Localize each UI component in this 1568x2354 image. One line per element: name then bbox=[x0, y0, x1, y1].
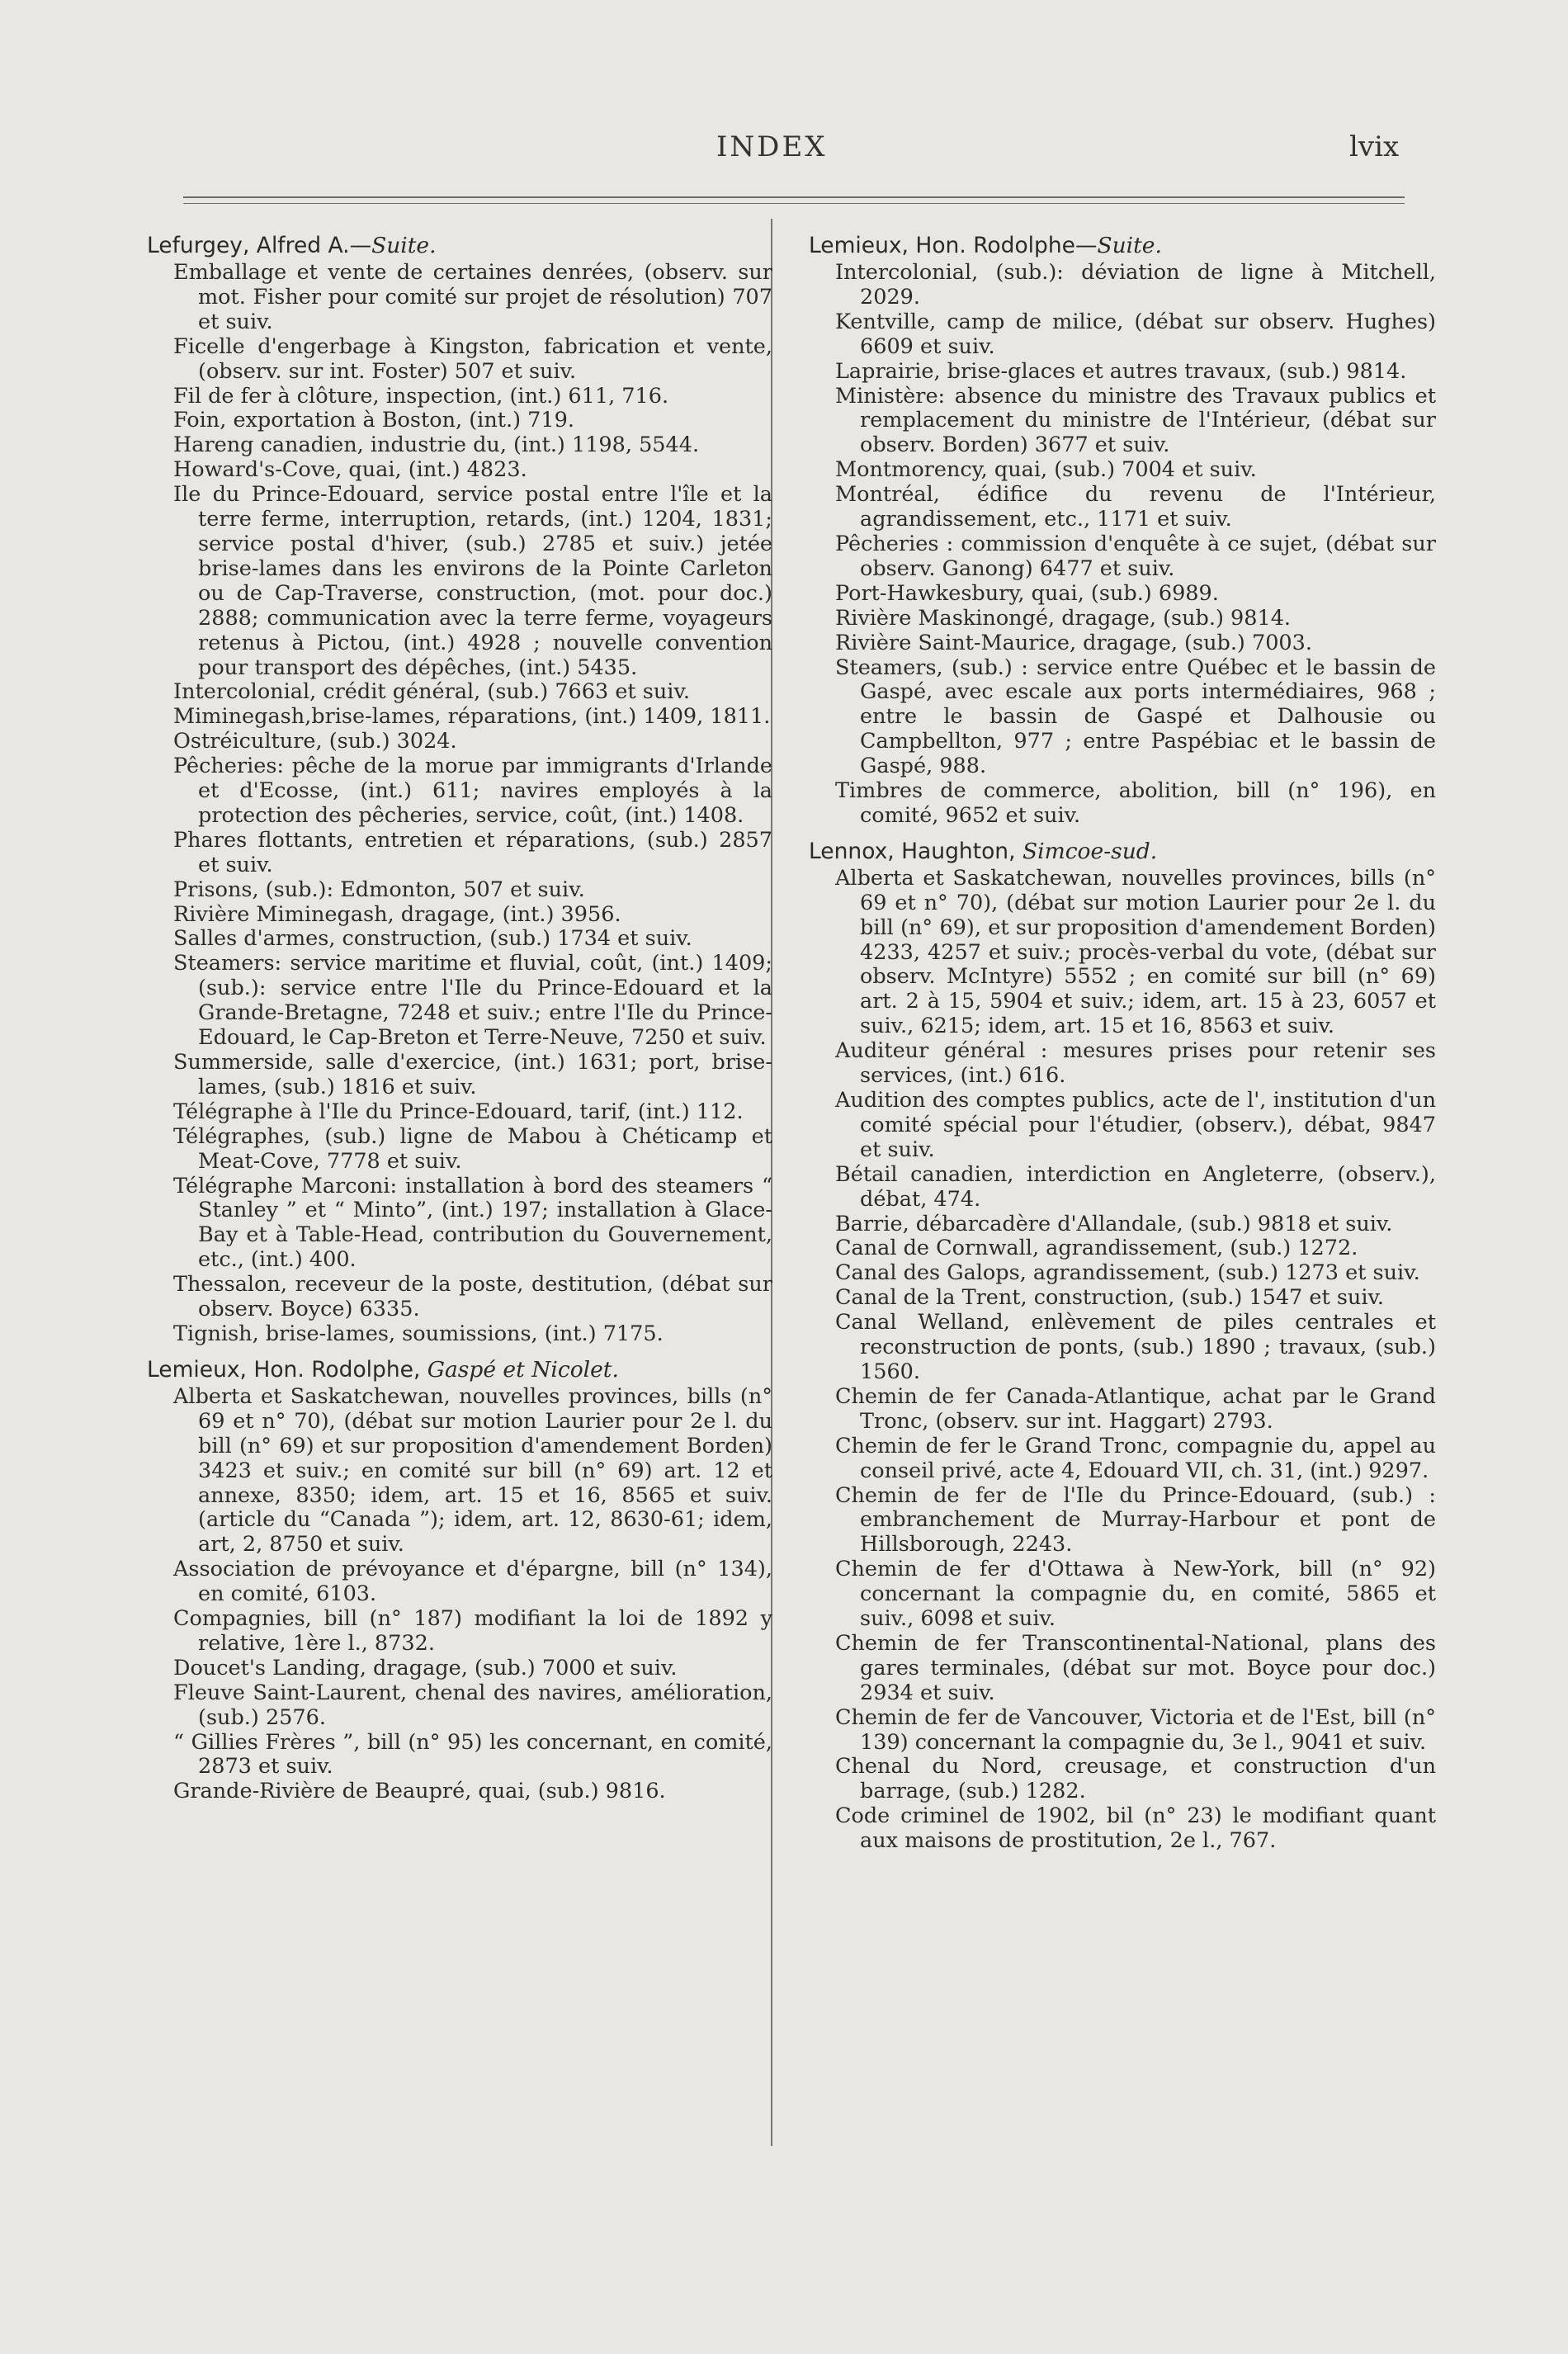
index-subentry: Canal Welland, enlèvement de piles centrales et reconstruction de ponts, (sub.) 1890 ; travaux, (sub.) 1560. bbox=[835, 1310, 1436, 1384]
index-subentry: Association de prévoyance et d'épargne, bill (n° 134), en comité, 6103. bbox=[173, 1557, 772, 1607]
index-subentry: Doucet's Landing, dragage, (sub.) 7000 et suiv. bbox=[173, 1655, 678, 1680]
index-subentry: Timbres de commerce, abolition, bill (n° 196), en comité, 9652 et suiv. bbox=[835, 778, 1436, 828]
index-subentry: Chenal du Nord, creusage, et construction d'un barrage, (sub.) 1282. bbox=[835, 1754, 1436, 1804]
index-subentry: Alberta et Saskatchewan, nouvelles provinces, bills (n° 69 et n° 70), (débat sur motion Laurier pour 2e l. du bill (n° 69), et sur proposition d'amendement Borden) 4233, 4257 et suiv.; procès-verbal du vote, (débat sur observ. McIntyre) 5552 ; en comité sur bill (n° 69) art. 2 à 15, 5904 et suiv.; idem, art. 15 à 23, 6057 et suiv., 6215; idem, art. 15 et 16, 8563 et suiv. bbox=[835, 865, 1436, 1039]
index-subentry: Fil de fer à clôture, inspection, (int.) 611, 716. bbox=[173, 383, 669, 409]
index-subentry: Ile du Prince-Edouard, service postal entre l'île et la terre ferme, interruption, retards, (int.) 1204, 1831; service postal d'hiver, (sub.) 2785 et suiv.) jetée brise-lames dans les environs de la Pointe Carleton ou de Cap-Traverse, construction, (mot. pour doc.) 2888; communication avec la terre ferme, voyageurs retenus à Pictou, (int.) 4928 ; nouvelle convention pour transport des dépêches, (int.) 5435. bbox=[173, 482, 772, 680]
right-column bbox=[809, 233, 1436, 1854]
entry-name: Lefurgey, Alfred A.— bbox=[147, 233, 372, 258]
page-title: INDEX bbox=[716, 130, 828, 163]
left-column bbox=[147, 233, 772, 1804]
index-entry-heading bbox=[147, 1357, 772, 1383]
entry-riding: Gaspé et Nicolet. bbox=[427, 1356, 619, 1383]
index-subentry: Bétail canadien, interdiction en Angleterre, (observ.), débat, 474. bbox=[835, 1161, 1436, 1212]
entry-riding: Suite. bbox=[1097, 233, 1162, 258]
index-subentry: Audition des comptes publics, acte de l', institution d'un comité spécial pour l'étudier, (observ.), débat, 9847 et suiv. bbox=[835, 1088, 1436, 1162]
index-subentry: Miminegash,brise-lames, réparations, (int.) 1409, 1811. bbox=[173, 704, 771, 730]
index-subentry: Laprairie, brise-glaces et autres travaux, (sub.) 9814. bbox=[835, 358, 1407, 384]
index-subentry: Tignish, brise-lames, soumissions, (int.) 7175. bbox=[173, 1321, 664, 1346]
index-subentry: Kentville, camp de milice, (débat sur observ. Hughes) 6609 et suiv. bbox=[835, 309, 1436, 359]
index-subentry: Chemin de fer le Grand Tronc, compagnie du, appel au conseil privé, acte 4, Edouard VII, ch. 31, (int.) 9297. bbox=[835, 1433, 1436, 1483]
index-subentry: Télégraphes, (sub.) ligne de Mabou à Chéticamp et Meat-Cove, 7778 et suiv. bbox=[173, 1123, 772, 1174]
index-subentry: Canal de Cornwall, agrandissement, (sub.) 1272. bbox=[835, 1236, 1358, 1261]
page-number: lvix bbox=[1349, 130, 1400, 163]
index-subentry: Chemin de fer Transcontinental-National, plans des gares terminales, (débat sur mot. Boyce pour doc.) 2934 et suiv. bbox=[835, 1630, 1436, 1705]
index-subentry: Hareng canadien, industrie du, (int.) 1198, 5544. bbox=[173, 433, 700, 458]
index-entry-heading bbox=[809, 233, 1436, 259]
index-subentry: Pêcheries : commission d'enquête à ce sujet, (débat sur observ. Ganong) 6477 et suiv. bbox=[835, 531, 1436, 581]
index-subentry: Phares flottants, entretien et réparations, (sub.) 2857 et suiv. bbox=[173, 827, 772, 877]
index-subentry: Steamers, (sub.) : service entre Québec et le bassin de Gaspé, avec escale aux ports intermédiaires, 968 ; entre le bassin de Gaspé et Dalhousie ou Campbellton, 977 ; entre Paspébiac et le bassin de Gaspé, 988. bbox=[835, 655, 1436, 779]
index-entry-heading bbox=[147, 233, 772, 259]
index-subentry: Barrie, débarcadère d'Allandale, (sub.) 9818 et suiv. bbox=[835, 1211, 1393, 1236]
index-subentry: Thessalon, receveur de la poste, destitution, (débat sur observ. Boyce) 6335. bbox=[173, 1272, 772, 1322]
index-subentry: Steamers: service maritime et fluvial, coût, (int.) 1409; (sub.): service entre l'Ile du Prince-Edouard et la Grande-Bretagne, 7248 et suiv.; entre l'Ile du Prince-Edouard, le Cap-Breton et Terre-Neuve, 7250 et suiv. bbox=[173, 951, 772, 1051]
index-subentry: Intercolonial, crédit général, (sub.) 7663 et suiv. bbox=[173, 679, 690, 705]
header-rule-thin bbox=[183, 203, 1405, 204]
index-subentry: Chemin de fer Canada-Atlantique, achat par le Grand Tronc, (observ. sur int. Haggart) 2793. bbox=[835, 1383, 1436, 1434]
index-subentry: Alberta et Saskatchewan, nouvelles provinces, bills (n° 69 et n° 70), (débat sur motion Laurier pour 2e l. du bill (n° 69) et sur proposition d'amendement Borden) 3423 et suiv.; en comité sur bill (n° 69) art. 12 et annexe, 8350; idem, art. 15 et 16, 8565 et suiv. (article du “Canada ”); idem, art. 12, 8630-61; idem, art, 2, 8750 et suiv. bbox=[173, 1383, 772, 1558]
index-subentry: “ Gillies Frères ”, bill (n° 95) les concernant, en comité, 2873 et suiv. bbox=[173, 1729, 772, 1780]
index-subentry: Ficelle d'engerbage à Kingston, fabrication et vente, (observ. sur int. Foster) 507 et suiv. bbox=[173, 333, 772, 384]
index-subentry: Fleuve Saint-Laurent, chenal des navires, amélioration, (sub.) 2576. bbox=[173, 1680, 772, 1730]
entry-name: Lennox, Haughton, bbox=[809, 838, 1023, 864]
index-subentry: Télégraphe à l'Ile du Prince-Edouard, tarif, (int.) 112. bbox=[173, 1099, 744, 1124]
index-subentry: Compagnies, bill (n° 187) modifiant la loi de 1892 y relative, 1ère l., 8732. bbox=[173, 1606, 772, 1656]
index-subentry: Salles d'armes, construction, (sub.) 1734 et suiv. bbox=[173, 926, 692, 952]
index-subentry: Port-Hawkesbury, quai, (sub.) 6989. bbox=[835, 580, 1219, 606]
index-subentry: Ostréiculture, (sub.) 3024. bbox=[173, 729, 457, 754]
index-subentry: Foin, exportation à Boston, (int.) 719. bbox=[173, 408, 574, 433]
index-subentry: Prisons, (sub.): Edmonton, 507 et suiv. bbox=[173, 877, 585, 902]
index-subentry: Grande-Rivière de Beaupré, quai, (sub.) 9816. bbox=[173, 1779, 666, 1804]
index-subentry: Ministère: absence du ministre des Travaux publics et remplacement du ministre de l'Intérieur, (débat sur observ. Borden) 3677 et suiv. bbox=[835, 383, 1436, 458]
index-subentry: Montréal, édifice du revenu de l'Intérieur, agrandissement, etc., 1171 et suiv. bbox=[835, 482, 1436, 532]
index-subentry: Pêcheries: pêche de la morue par immigrants d'Irlande et d'Ecosse, (int.) 611; navires employés à la protection des pêcheries, service, coût, (int.) 1408. bbox=[173, 754, 772, 828]
index-subentry: Rivière Miminegash, dragage, (int.) 3956. bbox=[173, 901, 621, 927]
index-subentry: Code criminel de 1902, bil (n° 23) le modifiant quant aux maisons de prostitution, 2e l., 767. bbox=[835, 1803, 1436, 1854]
index-subentry: Auditeur général : mesures prises pour retenir ses services, (int.) 616. bbox=[835, 1038, 1436, 1089]
index-subentry: Canal des Galops, agrandissement, (sub.) 1273 et suiv. bbox=[835, 1260, 1420, 1286]
index-subentry: Télégraphe Marconi: installation à bord des steamers “ Stanley ” et “ Minto”, (int.) 197; installation à Glace-Bay et à Table-Head, contribution du Gouvernement, etc., (int.) 400. bbox=[173, 1173, 772, 1273]
index-subentry: Howard's-Cove, quai, (int.) 4823. bbox=[173, 457, 527, 483]
header-rule bbox=[183, 196, 1405, 198]
index-subentry: Intercolonial, (sub.): déviation de ligne à Mitchell, 2029. bbox=[835, 260, 1436, 310]
index-subentry: Rivière Saint-Maurice, dragage, (sub.) 7003. bbox=[835, 630, 1312, 655]
index-subentry: Chemin de fer de Vancouver, Victoria et de l'Est, bill (n° 139) concernant la compagnie du, 3e l., 9041 et suiv. bbox=[835, 1704, 1436, 1755]
index-subentry: Chemin de fer d'Ottawa à New-York, bill (n° 92) concernant la compagnie du, en comité, 5865 et suiv., 6098 et suiv. bbox=[835, 1557, 1436, 1632]
index-subentry: Canal de la Trent, construction, (sub.) 1547 et suiv. bbox=[835, 1285, 1384, 1311]
index-subentry: Emballage et vente de certaines denrées, (observ. sur mot. Fisher pour comité sur projet de résolution) 707 et suiv. bbox=[173, 260, 772, 334]
entry-riding: Suite. bbox=[371, 233, 437, 258]
entry-riding: Simcoe-sud. bbox=[1022, 838, 1158, 864]
index-subentry: Summerside, salle d'exercice, (int.) 1631; port, brise-lames, (sub.) 1816 et suiv. bbox=[173, 1050, 772, 1099]
index-subentry: Rivière Maskinongé, dragage, (sub.) 9814. bbox=[835, 605, 1292, 631]
index-entry-heading bbox=[809, 839, 1436, 865]
index-subentry: Chemin de fer de l'Ile du Prince-Edouard, (sub.) : embranchement de Murray-Harbour et pont de Hillsborough, 2243. bbox=[835, 1482, 1436, 1558]
entry-name: Lemieux, Hon. Rodolphe— bbox=[809, 233, 1098, 258]
index-subentry: Montmorency, quai, (sub.) 7004 et suiv. bbox=[835, 457, 1257, 483]
entry-name: Lemieux, Hon. Rodolphe, bbox=[147, 1356, 427, 1383]
running-header bbox=[0, 130, 1568, 172]
